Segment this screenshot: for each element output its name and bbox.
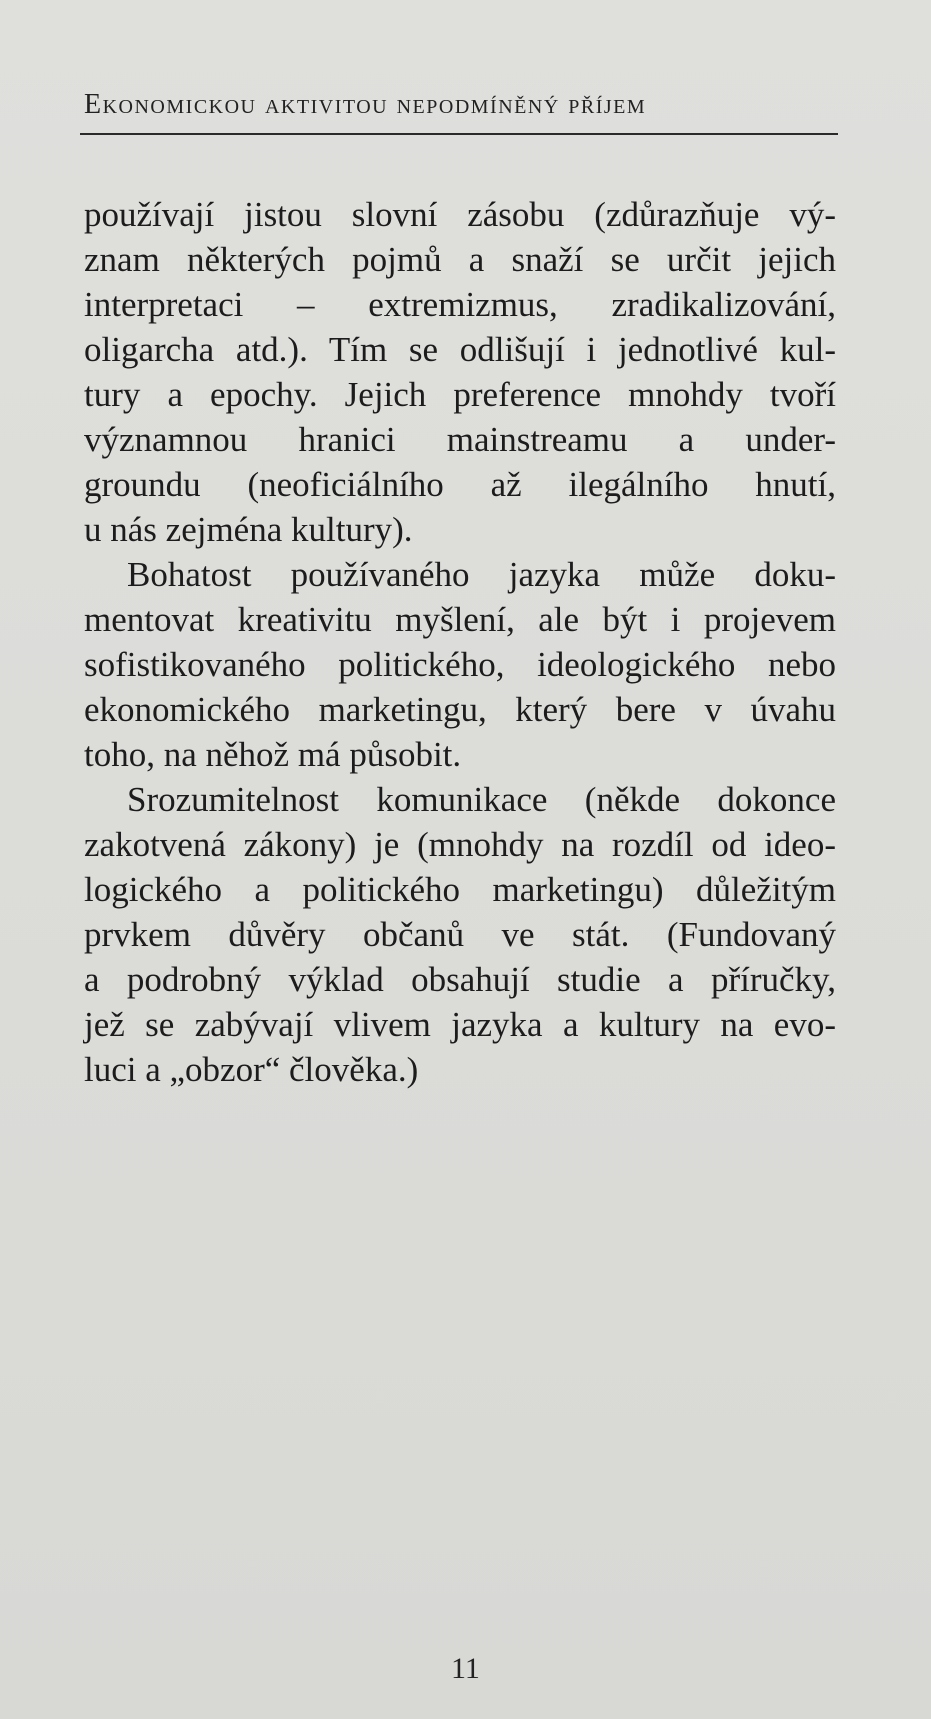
text-line: prvkem důvěry občanů ve stát. (Fundovaný [84,915,836,954]
running-head: Ekonomickou aktivitou nepodmíněný příjem [84,89,647,120]
text-line: jež se zabývají vlivem jazyka a kultury na evo- [84,1005,836,1044]
paragraph-3 [84,777,836,1092]
text-line: oligarcha atd.). Tím se odlišují i jednotlivé kul- [84,330,836,369]
text-line: mentovat kreativitu myšlení, ale být i projevem [84,600,836,639]
page-number: 11 [451,1652,480,1685]
text-line: interpretaci – extremizmus, zradikalizování, [84,285,836,324]
body-text [84,192,836,1092]
text-line: toho, na něhož má působit. [84,735,462,774]
text-line: znam některých pojmů a snaží se určit jejich [84,240,836,279]
paragraph-1 [84,192,836,552]
text-line: ekonomického marketingu, který bere v úvahu [84,690,836,729]
text-line: významnou hranici mainstreamu a under- [84,420,836,459]
text-line: používají jistou slovní zásobu (zdůrazňuje vý- [84,195,836,234]
text-line: tury a epochy. Jejich preference mnohdy tvoří [84,375,836,414]
text-line: u nás zejména kultury). [84,510,413,549]
paragraph-2 [84,552,836,777]
text-line: Bohatost používaného jazyka může doku- [127,555,836,594]
text-line: groundu (neoficiálního až ilegálního hnutí, [84,465,836,504]
text-line: zakotvená zákony) je (mnohdy na rozdíl od ideo- [84,825,836,864]
text-line: logického a politického marketingu) důležitým [84,870,836,909]
text-line: a podrobný výklad obsahují studie a příručky, [84,960,836,999]
text-line: Srozumitelnost komunikace (někde dokonce [127,780,836,819]
text-line: luci a „obzor“ člověka.) [84,1050,419,1089]
header-rule [80,133,838,135]
text-line: sofistikovaného politického, ideologického nebo [84,645,836,684]
